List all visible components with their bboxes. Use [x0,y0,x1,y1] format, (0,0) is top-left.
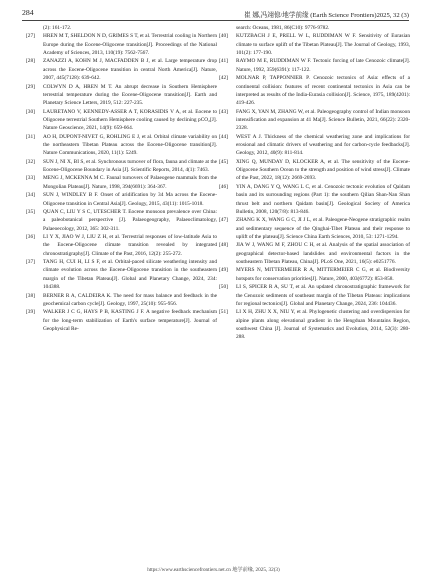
reference-text: MYERS N, MITTERMEIER R A, MITTERMEIER C G, et al. Biodiversity hotspots for conservation priorities[J]. Nature, 2000, 403(6772): 853-858. [236,267,410,282]
reference-list-right [219,32,410,341]
reference-number: [40] [219,33,228,40]
reference-entry [219,133,410,158]
reference-entry [26,57,217,82]
reference-number: [48] [219,242,228,249]
reference-text: COLWYN D A, HREN M T. An abrupt decrease in Southern Hemisphere terrestrial temperature during the Eocene-Oligocene transition[J]. Earth and Planetary Science Letters, 2019, 512: 227-235. [43,83,217,107]
reference-column-right [219,24,410,342]
reference-text: QUAN C, LIU Y S C, UTESCHER T. Eocene monsoon prevalence over China: a paleobotanical perspective [J]. Palaeogeography, Palaeoclimatology, Palaeoecology, 2012, 365: 302-311. [43,208,217,232]
reference-number: [43] [219,108,228,115]
reference-number: [51] [219,309,228,316]
reference-entry [26,233,217,258]
reference-entry [26,108,217,133]
reference-number: [44] [219,133,228,140]
reference-entry [219,308,410,341]
reference-text: LI S, SPICER R A, SU T, et al. An updated chronostratigraphic framework for the Cenozoic sediments of southeast margin of the Tibetan Plateau: implications for regional tectonics[J]. Global and Planetary Change, 2024, 236: 104436. [236,284,410,307]
reference-number: [41] [219,58,228,65]
reference-text: LI X H, ZHU X X, NIU Y, et al. Phylogenetic clustering and overdispersion for alpine plants along elevational gradient in the Hengduan Mountains Region, southwest China [J]. Journal of Systematics and Evolution, 2014, 52(3): 280-288. [236,309,410,341]
reference-number: [27] [26,33,35,40]
reference-text: SUN J, NI X, BI S, et al. Synchronous turnover of flora, fauna and climate at the Eocene-Oligocene Boundary in Asia [J]. Scientific Reports, 2014, 4(1): 7463. [43,158,217,174]
reference-entry [26,174,217,191]
reference-text: LAURETANO V, KENNEDY-ASSER A T, KORASIDIS V A, et al. Eocene to Oligocene terrestrial Southern Hemisphere cooling caused by declining pCO₂[J]. Nature Geoscience, 2021, 14(9): 659-664. [43,108,217,132]
reference-text: WEST A J. Thickness of the chemical weathering zone and implications for erosional and climatic drivers of weathering and for carbon-cycle feedbacks[J]. Geology, 2012, 40(9): 811-814. [236,133,410,157]
reference-text: JIA W J, WANG M F, ZHOU C H, et al. Analysis of the spatial association of geographical detector-based landslides and environmental factors in the southeastern Tibetan Plateau, China[J]. PLoS One, 2021, 16(5): e0251776. [236,242,410,266]
page-footer: https://www.earthsciencefrontiers.net.cn 地学前缘, 2025, 32(3) [147,567,280,573]
reference-text: BERNER R A, CALDEIRA K. The need for mass balance and feedback in the geochemical carbon cycle[J]. Geology, 1997, 25(10): 955-956. [43,292,217,307]
reference-entry [219,266,410,283]
header-rule [22,20,409,21]
reference-entry [26,158,217,175]
reference-text: TANG H, CUI H, LI S F, et al. Orbital-paced silicate weathering intensity and climate evolution across the Eocene-Oligocene transition in the southeastern margin of the Tibetan Plateau[J]. Global and Planetary Change, 2024, 234: 104388. [43,259,217,291]
reference-text: MENG J, MCKENNA M C. Faunal turnovers of Palaeogene mammals from the Mongolian Plateau[J]. Nature, 1998, 394(6691): 364-367. [43,175,217,190]
reference-text: WALKER J C G, HAYS P B, KASTING J F. A negative feedback mechanism for the long-term stabilization of Earth's surface temperature[J]. Journal of Geophysical Re- [43,309,217,332]
reference-number: [36] [26,233,35,240]
reference-text: KUTZBACH J E, PRELL W L, RUDDIMAN W F. Sensitivity of Eurasian climate to surface uplift of the Tibetan Plateau[J]. The Journal of Geology, 1993, 101(2): 177-190. [236,33,410,57]
reference-entry [219,57,410,74]
reference-entry [26,292,217,309]
reference-entry [26,32,217,57]
reference-list-left [26,32,217,333]
reference-entry [219,158,410,183]
running-header [22,7,409,21]
reference-text: LI Y X, JIAO W J, LIU Z H, et al. Terrestrial responses of low-latitude Asia to the Eocene-Oligocene climate transition revealed by integrated chronostratigraphy[J]. Climate of the Past, 2016, 12(2): 255-272. [43,233,217,257]
reference-number: [50] [219,284,228,291]
reference-text: YIN A, DANG Y Q, WANG L C, et al. Cenozoic tectonic evolution of Qaidam basin and its surrounding regions (Part 1): the southern Qilian Shan-Nan Shan thrust belt and northern Qaidam basin[J]. Geological Society of America Bulletin, 2008, 120(7/8): 813-846. [236,183,410,215]
reference-text: RAYMO M E, RUDDIMAN W F. Tectonic forcing of late Cenozoic climate[J]. Nature, 1992, 359(6391): 117-122. [236,58,410,73]
reference-number: [28] [26,58,35,65]
running-title: 崔 娜,冯翊倞/地学前缘 (Earth Science Frontiers)2025, 32 (3) [244,12,409,19]
reference-entry [219,241,410,266]
reference-number: [29] [26,83,35,90]
reference-continuation: (2): 161-172. [43,25,72,31]
reference-entry [26,191,217,208]
reference-number: [45] [219,158,228,165]
reference-entry [26,133,217,158]
reference-entry [219,283,410,308]
reference-number: [30] [26,108,35,115]
reference-continuation: search: Oceans, 1981, 86(C10): 9776-9782. [236,25,330,31]
reference-number: [33] [26,175,35,182]
reference-number: [39] [26,309,35,316]
reference-number: [42] [219,75,228,82]
reference-entry [219,216,410,241]
reference-number: [37] [26,259,35,266]
reference-text: AO H, DUPONT-NIVET G, ROHLING E J, et al. Orbital climate variability on the northeastern Tibetan Plateau across the Eocene-Oligocene transition[J]. Nature Communications, 2020, 11(1): 5249. [43,133,217,157]
reference-entry [26,208,217,233]
reference-text: XING Q, MUNDAY D, KLOCKER A, et al. The sensitivity of the Eocene-Oligocene Southern Ocean to the strength and position of wind stress[J]. Climate of the Past, 2022, 18(12): 2669-2693. [236,158,410,182]
reference-text: MOLNAR P, TAPPONNIER P. Cenozoic tectonics of Asia: effects of a continental collision: features of recent continental tectonics in Asia can be interpreted as results of the India-Eurasia collision[J]. Science, 1975, 189(4201): 419-426. [236,75,410,107]
reference-text: SUN J, WINDLEY B F. Onset of aridification by 34 Ma across the Eocene-Oligocene transition in Central Asia[J]. Geology, 2015, 43(11): 1015-1018. [43,192,217,207]
reference-entry [219,108,410,133]
reference-text: HREN M T, SHELDON N D, GRIMES S T, et al. Terrestrial cooling in Northern Europe during the Eocene-Oligocene transition[J]. Proceedings of the National Academy of Sciences, 2013, 110(19): 7562-7567. [43,33,217,57]
reference-number: [46] [219,183,228,190]
reference-number: [49] [219,267,228,274]
reference-number: [34] [26,192,35,199]
reference-column-left [26,24,217,333]
reference-number: [38] [26,292,35,299]
reference-number: [32] [26,158,35,165]
reference-entry [26,83,217,108]
reference-text: ZHANG K X, WANG G C, JI J L, et al. Paleogene-Neogene stratigraphic realm and sedimentary sequence of the Qinghai-Tibet Plateau and their response to uplift of the plateau[J]. Science China Earth Sciences, 2010, 53: 1271-1294. [236,217,410,240]
reference-text: ZANAZZI A, KOHN M J, MACFADDEN B J, et al. Large temperature drop across the Eocene-Oligocene transition in central North America[J]. Nature, 2007, 445(7128): 639-642. [43,58,217,82]
reference-text: FANG X, YAN M, ZHANG W, et al. Paleogeography control of Indian monsoon intensification and expansion at 41 Ma[J]. Science Bulletin, 2021, 66(22): 2320-2328. [236,108,410,132]
reference-entry [219,74,410,107]
reference-number: [31] [26,133,35,140]
reference-entry [26,308,217,333]
reference-number: [35] [26,208,35,215]
reference-entry [26,258,217,291]
page-number: 284 [22,8,34,17]
reference-number: [47] [219,217,228,224]
reference-entry [219,183,410,216]
reference-entry [219,32,410,57]
